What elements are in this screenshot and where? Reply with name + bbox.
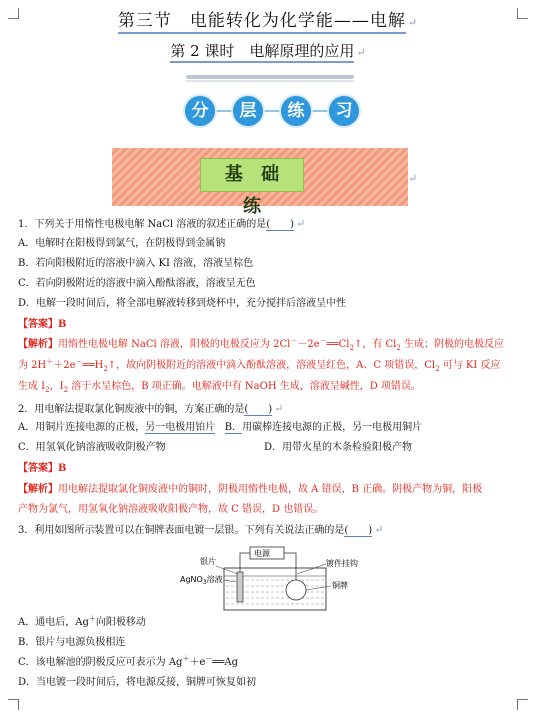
question-3-option-b: B．银片与电源负极相连 (18, 637, 126, 648)
page-title: 第三节 电能转化为化学能——电解 ↵ (0, 6, 536, 31)
question-2-analysis-line-2: 产物为氯气，用氢氧化钠溶液吸收阳极产物，故 C 错误，D 也错误。 (18, 504, 324, 515)
question-2-options-ab: A．用铜片连接电源的正极，另一电极用铂片 B．用碳棒连接电源的正极，另一电极用铜片 (18, 422, 423, 433)
paragraph-mark-icon: ↵ (296, 217, 306, 230)
question-2-answer: 【答案】B (18, 463, 67, 474)
question-1-answer: 【答案】B (18, 319, 67, 330)
banner-top-bar-shadow (186, 80, 354, 82)
banner-pill: 练 (279, 94, 313, 128)
question-2-analysis-line-1: 【解析】用电解法提取氯化铜废液中的铜时，阴极用惰性电极，故 A 错误，B 正确。阴极产物为铜，阳极 (18, 484, 483, 495)
lesson-subtitle: 第 2 课时 电解原理的应用 ↵ (0, 40, 536, 61)
leader-solution (224, 580, 236, 582)
banner-pill: 层 (231, 94, 265, 128)
paragraph-mark-icon: ↵ (356, 46, 366, 59)
paragraph-mark-icon: ↵ (374, 523, 384, 536)
banner-pill: 分 (183, 94, 217, 128)
electroplating-svg (180, 546, 360, 614)
banner-pill: 习 (327, 94, 361, 128)
label-power: 电源 (254, 549, 270, 558)
banner-top-bar (186, 75, 354, 79)
question-2-options-cd: C．用氢氧化钠溶液吸收阴极产物 D．用带火星的木条检验阳极产物 (18, 442, 413, 453)
electroplating-diagram (180, 546, 360, 614)
question-1-option-c: C．若向阴极附近的溶液中滴入酚酞溶液，溶液呈无色 (18, 278, 256, 289)
wire-right (284, 553, 296, 570)
paragraph-mark-icon: ↵ (407, 16, 419, 29)
leader-silver (216, 566, 238, 574)
paragraph-mark-icon: ↵ (408, 172, 418, 185)
practice-banner (181, 94, 361, 130)
leader-hook (297, 564, 326, 574)
question-1-analysis-line-2: 为 $2H^++2e^-══H_2↑$，故向阴极附近的溶液中滴入酚酞溶液，溶液呈红色，A、C 项错误，$Cl_2$ 可与 KI 反应 (18, 357, 501, 373)
section-label: 基 础 练 (200, 158, 304, 192)
silver-plate (237, 572, 243, 602)
crop-mark (517, 699, 528, 710)
question-1-option-a: A．电解时在阳极得到氯气，在阴极得到金属钠 (18, 238, 226, 249)
question-3-option-d: D．当电镀一段时间后，将电源反接，铜牌可恢复如初 (18, 677, 257, 688)
label-hook: 镀件挂钩 (326, 559, 358, 568)
question-1-analysis-line-1: 【解析】用惰性电极电解 NaCl 溶液，阳极的电极反应为 $2Cl^--2e^-══Cl_2↑$，有 $Cl_2$ 生成；阴极的电极反应 (18, 336, 505, 352)
question-1-analysis-line-3: 生成 $I_2$，$I_2$ 溶于水呈棕色，B 项正确。电解液中有 NaOH 生成，溶液呈碱性，D 项错误。 (18, 381, 421, 394)
label-silver: 银片 (200, 557, 216, 566)
question-1-option-d: D．电解一段时间后，将全部电解液转移到烧杯中，充分搅拌后溶液呈中性 (18, 298, 347, 309)
question-3-option-c: C．该电解池的阴极反应可表示为 Ag＋＋e－══Ag (18, 654, 239, 668)
question-2-stem: 2．用电解法提取氯化铜废液中的铜，方案正确的是( ) ↵ (18, 402, 284, 415)
copper-plate (286, 580, 306, 600)
question-3-stem: 3．利用如图所示装置可以在铜牌表面电镀一层银。下列有关说法正确的是( ) ↵ (18, 523, 384, 536)
label-plate: 铜牌 (332, 581, 348, 590)
leader-plate (306, 586, 331, 590)
crop-mark (8, 699, 19, 710)
label-solution: AgNO$_3$溶液 (180, 575, 223, 586)
paragraph-mark-icon: ↵ (274, 402, 284, 415)
question-3-option-a: A．通电后，Ag＋向阳极移动 (18, 614, 146, 628)
question-1-stem: 1．下列关于用惰性电极电解 NaCl 溶液的叙述正确的是( ) ↵ (18, 217, 306, 230)
question-1-option-b: B．若向阳极附近的溶液中滴入 KI 溶液，溶液呈棕色 (18, 258, 254, 269)
wire-left (240, 553, 250, 574)
